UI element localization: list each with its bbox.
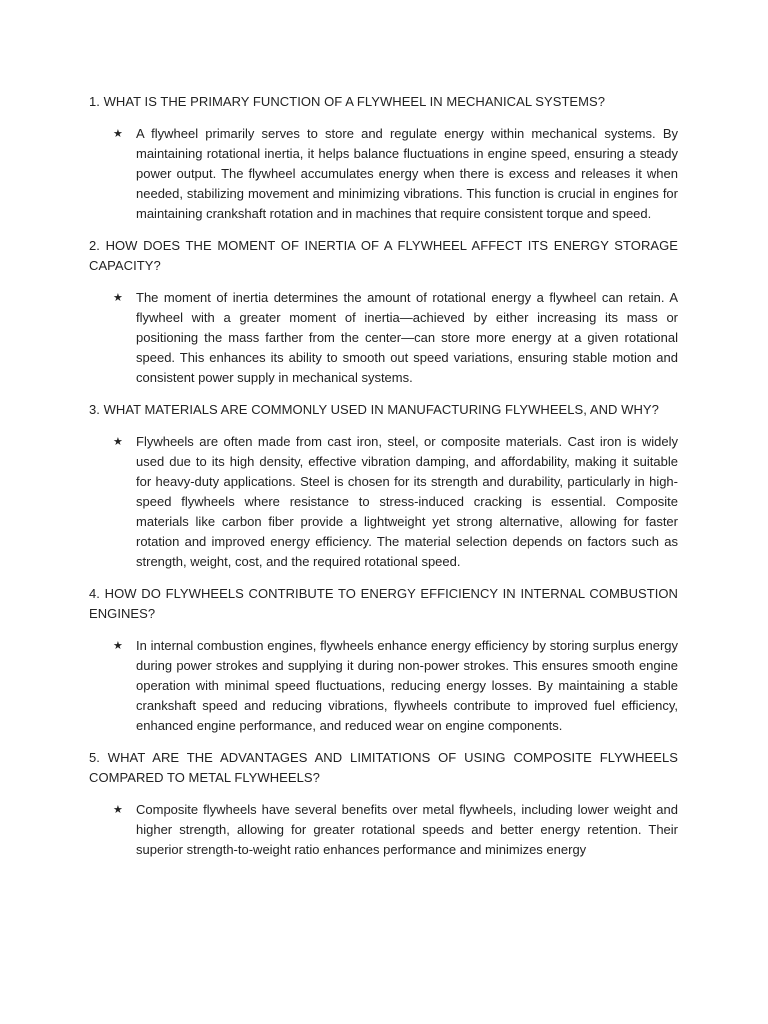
- answer-3-text: Flywheels are often made from cast iron, steel, or composite materials. Cast iron is widely used due to its high density, effective vibration damping, and affordability, making it suitable for heavy-duty applications. Steel is chosen for its strength and durability, particularly in high-speed flywheels where resistance to stress-induced cracking is essential. Composite materials like carbon fiber provide a lightweight yet strong alternative, allowing for faster rotation and improved energy efficiency. The material selection depends on factors such as strength, weight, cost, and the required rotational speed.: [136, 434, 678, 569]
- star-icon: ★: [113, 804, 123, 816]
- star-icon: ★: [113, 436, 123, 448]
- answer-1-text: A flywheel primarily serves to store and regulate energy within mechanical systems. By maintaining rotational inertia, it helps balance fluctuations in engine speed, ensuring a steady power output. The flywheel accumulates energy when there is excess and releases it when needed, stabilizing movement and minimizing vibrations. This function is crucial in engines for maintaining crankshaft rotation and in machines that require consistent torque and speed.: [136, 126, 678, 221]
- answer-item-1: [89, 124, 678, 224]
- question-5: 5. WHAT ARE THE ADVANTAGES AND LIMITATIONS OF USING COMPOSITE FLYWHEELS COMPARED TO METAL FLYWHEELS?: [89, 750, 678, 785]
- answer-item-5: [89, 800, 678, 860]
- star-icon: ★: [113, 640, 123, 652]
- question-1: 1. WHAT IS THE PRIMARY FUNCTION OF A FLYWHEEL IN MECHANICAL SYSTEMS?: [89, 94, 606, 109]
- answer-item-2: [89, 288, 678, 388]
- answer-4-text: In internal combustion engines, flywheels enhance energy efficiency by storing surplus energy during power strokes and supplying it during non-power strokes. This ensures smooth engine operation with minimal speed fluctuations, reducing energy losses. By maintaining a stable crankshaft speed and reducing vibrations, flywheels contribute to improved fuel efficiency, enhanced engine performance, and reduced wear on engine components.: [136, 638, 678, 733]
- question-4: 4. HOW DO FLYWHEELS CONTRIBUTE TO ENERGY EFFICIENCY IN INTERNAL COMBUSTION ENGINES?: [89, 586, 678, 621]
- answer-item-4: [89, 636, 678, 736]
- star-icon: ★: [113, 128, 123, 140]
- answer-2-text: The moment of inertia determines the amount of rotational energy a flywheel can retain. A flywheel with a greater moment of inertia—achieved by either increasing its mass or positioning the mass farther from the center—can store more energy at a given rotational speed. This enhances its ability to smooth out speed variations, ensuring stable motion and consistent power supply in mechanical systems.: [136, 290, 678, 385]
- star-icon: ★: [113, 292, 123, 304]
- document-content: [89, 92, 678, 872]
- question-3: 3. WHAT MATERIALS ARE COMMONLY USED IN MANUFACTURING FLYWHEELS, AND WHY?: [89, 402, 659, 417]
- answer-item-3: [89, 432, 678, 572]
- question-2: 2. HOW DOES THE MOMENT OF INERTIA OF A FLYWHEEL AFFECT ITS ENERGY STORAGE CAPACITY?: [89, 238, 678, 273]
- answer-5-text: Composite flywheels have several benefits over metal flywheels, including lower weight and higher strength, allowing for greater rotational speeds and better energy retention. Their superior strength-to-weight ratio enhances performance and minimizes energy: [136, 802, 678, 857]
